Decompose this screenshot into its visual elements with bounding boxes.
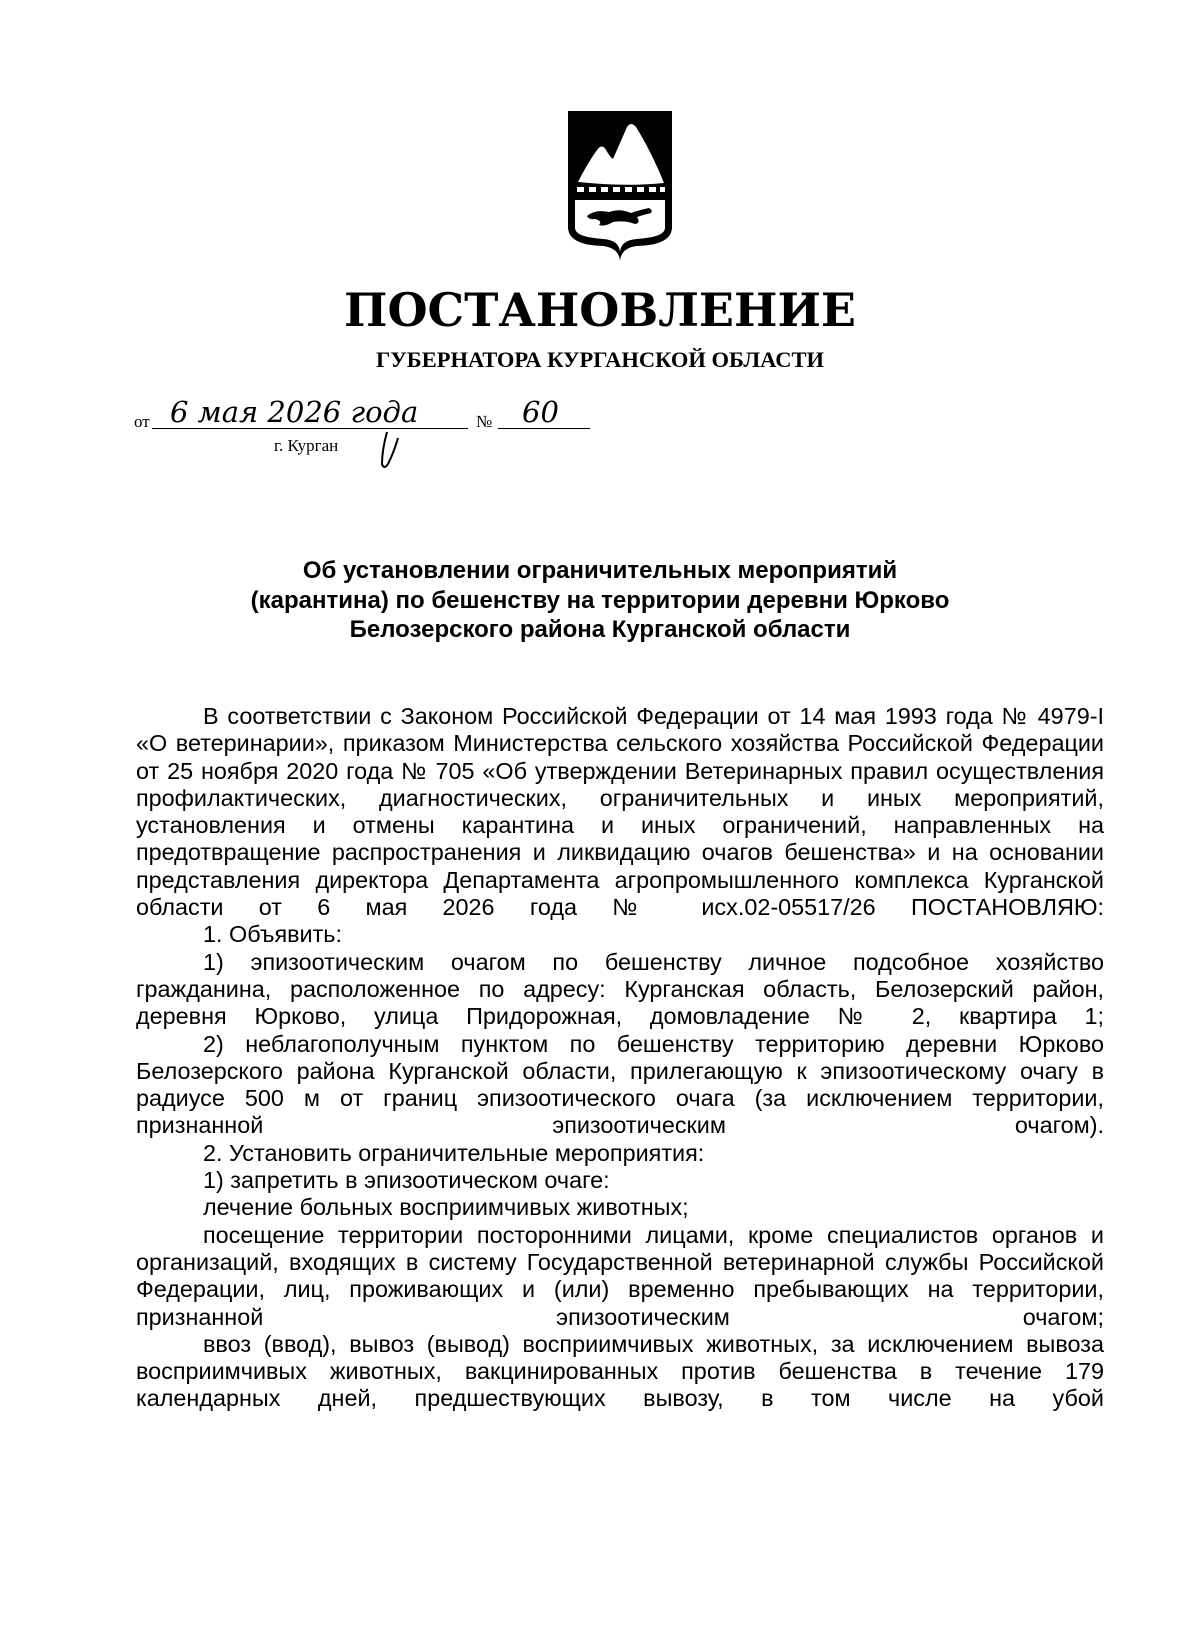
body-paragraph: посещение территории посторонними лицами, кроме специалистов органов и организаций, входящих в систему Государственной ветеринарной службы Российской Федерации, лиц, проживающих и (или) временно пребывающих на территории, признанной эпизоотическим очагом; — [136, 1221, 1104, 1330]
body-paragraph: 1) эпизоотическим очагом по бешенству личное подсобное хозяйство гражданина, расположенное по адресу: Курганская область, Белозерский район, деревня Юрково, улица Придорожная, домовладение № 2, квартира 1; — [136, 948, 1104, 1030]
number-prefix: № — [476, 412, 493, 431]
body-paragraph: В соответствии с Законом Российской Федерации от 14 мая 1993 года № 4979-I «О ветеринарии», приказом Министерства сельского хозяйства Российской Федерации от 25 ноября 2020 года № 705 «Об утверждении Ветеринарных правил осуществления профилактических, диагностических, ограничительных и иных мероприятий, установления и отмены карантина и иных ограничений, направленных на предотвращение распространения и ликвидацию очагов бешенства» и на основании представления директора Департамента агропромышленного комплекса Курганской области от 6 мая 2026 года № исх.02-05517/26 ПОСТАНОВЛЯЮ: — [136, 703, 1104, 921]
coat-of-arms-icon — [565, 109, 675, 262]
heading-line: (карантина) по бешенству на территории деревни Юрково — [250, 586, 950, 614]
body-paragraph: ввоз (ввод), вывоз (вывод) восприимчивых животных, за исключением вывоза восприимчивых животных, вакцинированных против бешенства в течение 179 календарных дней, предшествующих вывозу, в том числе на убой — [136, 1330, 1104, 1412]
body-paragraph: 2. Установить ограничительные мероприятия: — [203, 1139, 705, 1166]
body-paragraph: 1. Объявить: — [203, 921, 342, 948]
document-title: ПОСТАНОВЛЕНИЕ — [344, 283, 856, 337]
heading-line: Белозерского района Курганской области — [349, 616, 851, 643]
date-flourish-mark — [378, 430, 408, 472]
handwritten-date: 6 мая 2026 года — [170, 395, 419, 429]
document-heading — [140, 556, 1060, 645]
heading-line: Об установлении ограничительных мероприятий — [302, 557, 898, 584]
document-body — [136, 703, 1104, 1413]
body-paragraph: лечение больных восприимчивых животных; — [203, 1194, 689, 1221]
body-paragraph: 1) запретить в эпизоотическом очаге: — [203, 1167, 610, 1194]
document-subtitle: ГУБЕРНАТОРА КУРГАНСКОЙ ОБЛАСТИ — [375, 347, 824, 372]
body-paragraph: 2) неблагополучным пунктом по бешенству территорию деревни Юрково Белозерского района Курганской области, прилегающую к эпизоотическому очагу в радиусе 500 м от границ эпизоотического очага (за исключением территории, признанной эпизоотическим очагом). — [136, 1030, 1104, 1139]
handwritten-number: 60 — [522, 395, 559, 429]
date-prefix: от — [134, 412, 150, 431]
city-label: г. Курган — [274, 436, 339, 455]
